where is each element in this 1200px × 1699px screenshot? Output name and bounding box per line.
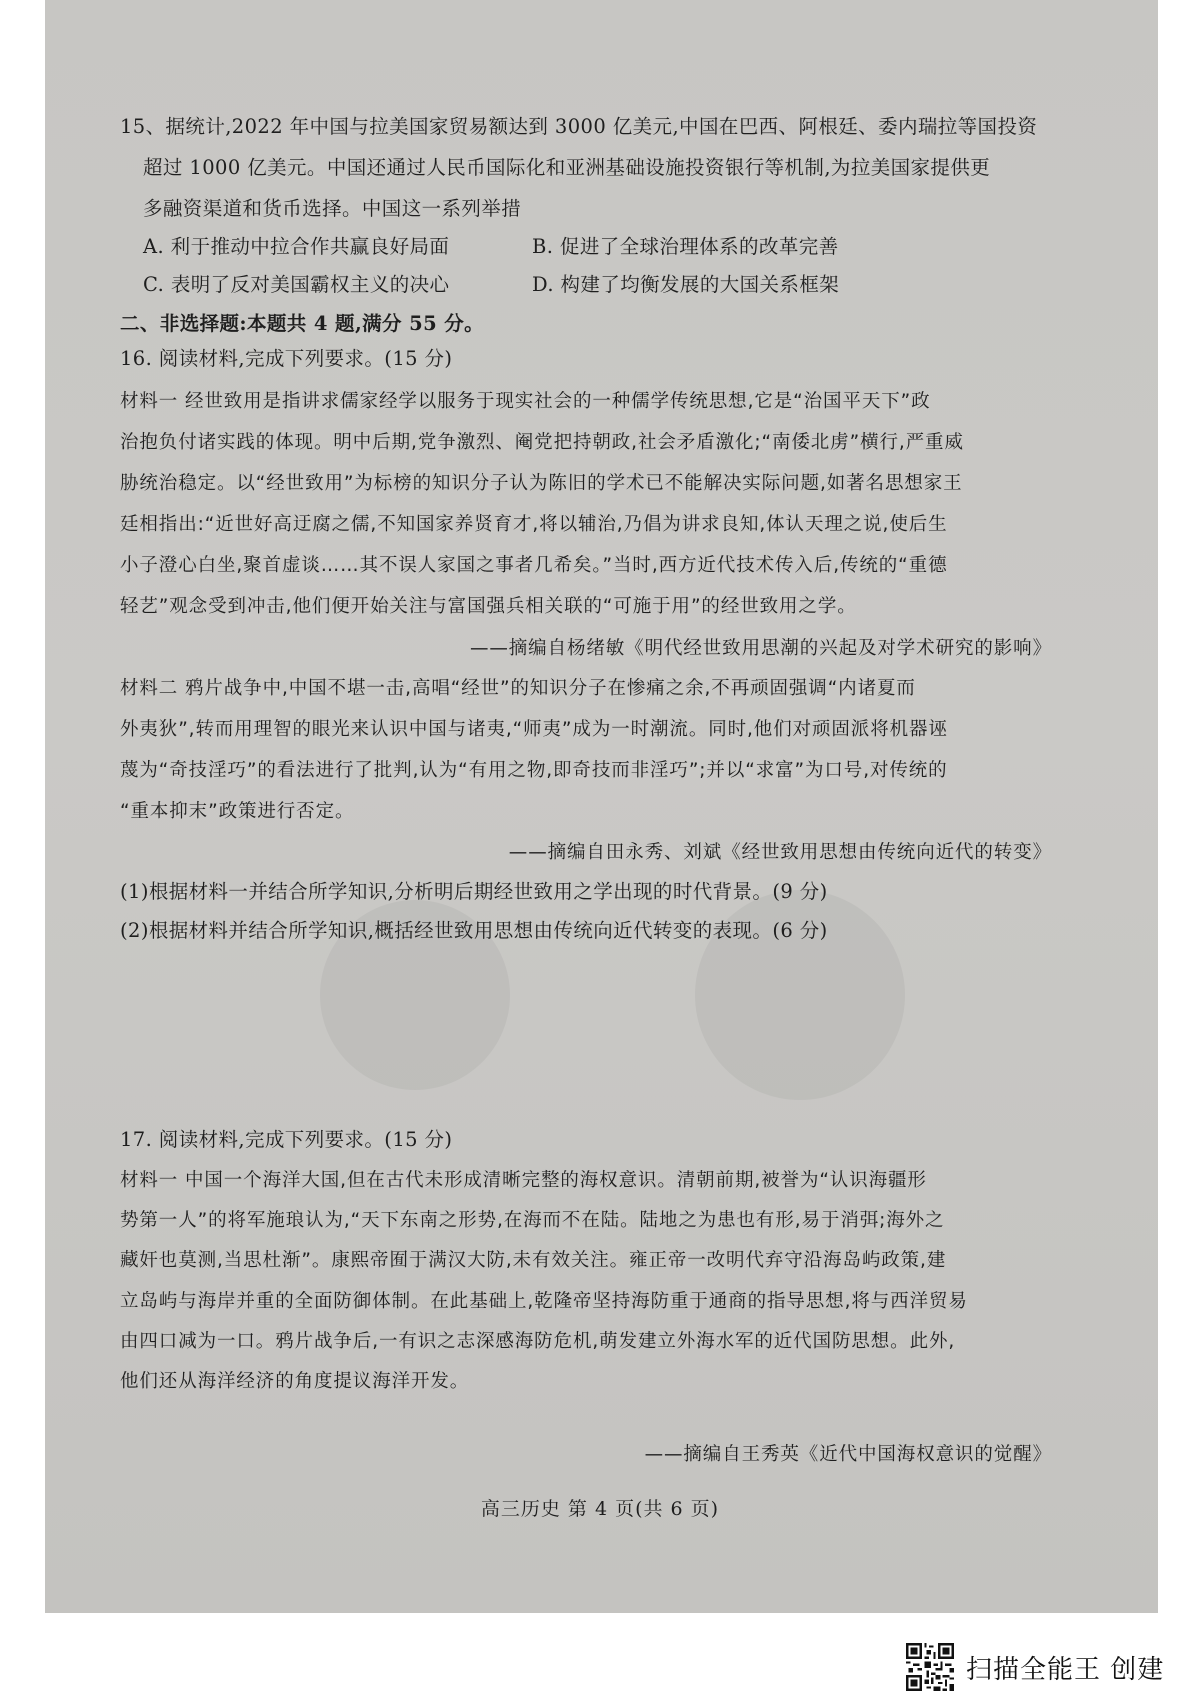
qr-code-icon — [906, 1643, 954, 1691]
q16-material2-line-3: 蔑为“奇技淫巧”的看法进行了批判,认为“有用之物,即奇技而非淫巧”;并以“求富”为口号,对传统的 — [120, 760, 948, 781]
q15-option-c: C. 表明了反对美国霸权主义的决心 — [143, 273, 450, 296]
q16-material1-source: ——摘编自杨绪敏《明代经世致用思潮的兴起及对学术研究的影响》 — [469, 638, 1052, 659]
page-footer: 高三历史 第 4 页(共 6 页) — [480, 1498, 720, 1520]
q17-material1-line-5: 由四口减为一口。鸦片战争后,一有识之志深感海防危机,萌发建立外海水军的近代国防思想。此外, — [120, 1331, 956, 1352]
q16-material2-line-2: 外夷狄”,转而用理智的眼光来认识中国与诸夷,“师夷”成为一时潮流。同时,他们对顽固派将机器诬 — [120, 719, 948, 740]
q15-option-d: D. 构建了均衡发展的大国关系框架 — [532, 273, 840, 296]
q17-title: 17. 阅读材料,完成下列要求。(15 分) — [120, 1128, 453, 1151]
q17-material1-line-4: 立岛屿与海岸并重的全面防御体制。在此基础上,乾隆帝坚持海防重于通商的指导思想,将与西洋贸易 — [120, 1291, 968, 1312]
q16-material2-line-1: 材料二 鸦片战争中,中国不堪一击,高唱“经世”的知识分子在惨痛之余,不再顽固强调“内诸夏而 — [120, 678, 916, 699]
scanner-watermark-text: 扫描全能王 创建 — [966, 1654, 1165, 1685]
q16-requirement-2: (2)根据材料并结合所学知识,概括经世致用思想由传统向近代转变的表现。(6 分) — [120, 919, 828, 942]
q16-material1-line-4: 廷相指出:“近世好高迂腐之儒,不知国家养贤育才,将以辅治,乃倡为讲求良知,体认天理之说,使后生 — [120, 514, 948, 535]
scanner-watermark — [906, 1642, 1164, 1692]
q17-material1-line-6: 他们还从海洋经济的角度提议海洋开发。 — [120, 1371, 470, 1392]
q17-material1-source: ——摘编自王秀英《近代中国海权意识的觉醒》 — [644, 1444, 1052, 1465]
q15-stem-line-1: 15、据统计,2022 年中国与拉美国家贸易额达到 3000 亿美元,中国在巴西、阿根廷、委内瑞拉等国投资 — [120, 115, 1038, 138]
q17-material1-line-2: 势第一人”的将军施琅认为,“天下东南之形势,在海而不在陆。陆地之为患也有形,易于消弭;海外之 — [120, 1210, 945, 1231]
q15-option-a: A. 利于推动中拉合作共赢良好局面 — [143, 235, 450, 258]
q16-material2-line-4: “重本抑末”政策进行否定。 — [120, 801, 355, 822]
q16-title: 16. 阅读材料,完成下列要求。(15 分) — [120, 347, 453, 370]
q17-material1-line-1: 材料一 中国一个海洋大国,但在古代未形成清晰完整的海权意识。清朝前期,被誉为“认识海疆形 — [120, 1170, 927, 1191]
q15-stem-line-2: 超过 1000 亿美元。中国还通过人民币国际化和亚洲基础设施投资银行等机制,为拉美国家提供更 — [143, 156, 991, 179]
q16-material1-line-1: 材料一 经世致用是指讲求儒家经学以服务于现实社会的一种儒学传统思想,它是“治国平天下”政 — [120, 391, 931, 412]
q16-material1-line-5: 小子澄心白坐,聚首虚谈……其不误人家国之事者几希矣。”当时,西方近代技术传入后,传统的“重德 — [120, 555, 948, 576]
q17-material1-line-3: 藏奸也莫测,当思杜渐”。康熙帝囿于满汉大防,未有效关注。雍正帝一改明代弃守沿海岛屿政策,建 — [120, 1250, 947, 1271]
q15-option-b: B. 促进了全球治理体系的改革完善 — [532, 235, 839, 258]
q16-material2-source: ——摘编自田永秀、刘斌《经世致用思想由传统向近代的转变》 — [508, 842, 1052, 863]
section-2-heading: 二、非选择题:本题共 4 题,满分 55 分。 — [120, 312, 485, 335]
q16-material1-line-6: 轻艺”观念受到冲击,他们便开始关注与富国强兵相关联的“可施于用”的经世致用之学。 — [120, 596, 857, 617]
q16-material1-line-3: 胁统治稳定。以“经世致用”为标榜的知识分子认为陈旧的学术已不能解决实际问题,如著名思想家王 — [120, 473, 963, 494]
q16-material1-line-2: 治抱负付诸实践的体现。明中后期,党争激烈、阉党把持朝政,社会矛盾激化;“南倭北虏”横行,严重威 — [120, 432, 964, 453]
q15-stem-line-3: 多融资渠道和货币选择。中国这一系列举措 — [143, 197, 522, 220]
q16-requirement-1: (1)根据材料一并结合所学知识,分析明后期经世致用之学出现的时代背景。(9 分) — [120, 880, 828, 903]
